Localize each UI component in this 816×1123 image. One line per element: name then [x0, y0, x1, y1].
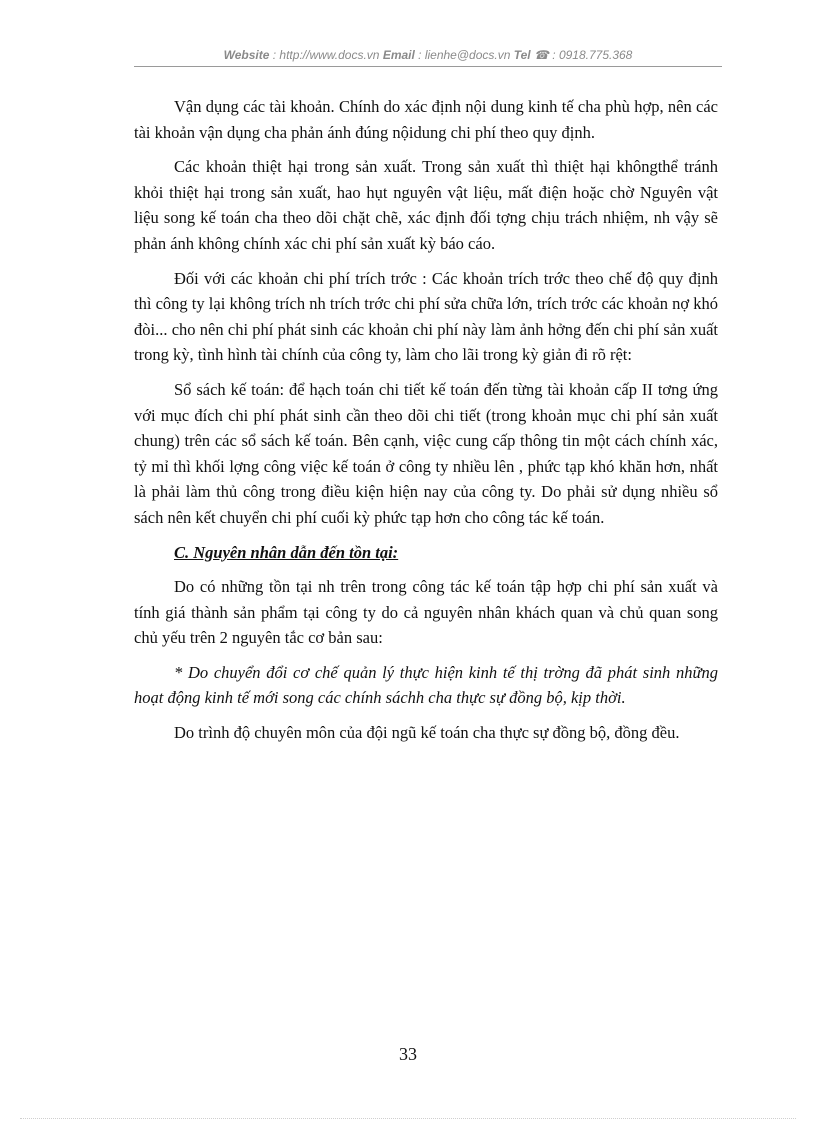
- paragraph-staff-qualification: Do trình độ chuyên môn của đội ngũ kế toán cha thực sự đồng bộ, đồng đều.: [174, 723, 680, 743]
- email-value: : lienhe@docs.vn: [414, 48, 514, 62]
- paragraph-mechanism-change: * Do chuyển đổi cơ chế quản lý thực hiện kinh tế thị trờng đã phát sinh những hoạt động kinh tế mới song các chính sáchh cha thực sự đồng bộ, kịp thời.: [134, 662, 718, 708]
- page-header: [134, 47, 722, 63]
- document-body: [134, 94, 718, 755]
- website-value: : http://www.docs.vn: [269, 48, 383, 62]
- paragraph-accounts: Vận dụng các tài khoản. Chính do xác định nội dung kinh tế cha phù hợp, nên các tài khoản vận dụng cha phản ánh đúng nộidung chi phí theo quy định.: [134, 97, 718, 142]
- paragraph-accounting-books: Sổ sách kế toán: để hạch toán chi tiết kế toán đến từng tài khoản cấp II tơng ứng với mục đích chi phí phát sinh cần theo dõi chi tiết (trong khoản mục chi phí sản xuất chung) trên các sổ sách kế toán. Bên cạnh, việc cung cấp thông tin một cách chính xác, tỷ mỉ thì khối lợng công việc kế toán ở công ty nhiều lên , phức tạp khó khăn hơn, nhất là phải làm thủ công trong điều kiện hiện nay của công ty. Do phải sử dụng nhiều sổ sách nên kết chuyển chi phí cuối kỳ phức tạp hơn cho công tác kế toán.: [134, 379, 718, 527]
- email-label: Email: [382, 48, 415, 62]
- phone-icon: ☎: [533, 48, 549, 62]
- paragraph-production-losses: Các khoản thiệt hại trong sản xuất. Trong sản xuất thì thiệt hại khôngthể tránh khỏi thiệt hại trong sản xuất, hao hụt nguyên vật liệu, mất điện hoặc chờ Nguyên vật liệu song kế toán cha theo dõi chặt chẽ, xác định đối tợng chịu trách nhiệm, nh vậy sẽ phản ánh không chính xác chi phí sản xuất kỳ báo cáo.: [134, 157, 718, 253]
- page-bottom-border: [20, 1118, 796, 1119]
- paragraph-accrued-expenses: Đối với các khoản chi phí trích trớc : Các khoản trích trớc theo chế độ quy định thì công ty lại không trích nh trích trớc chi phí sửa chữa lớn, trích trớc các khoản nợ khó đòi... cho nên chi phí phát sinh các khoản chi phí này làm ảnh hởng đến chi phí sản xuất trong kỳ, tình hình tài chính của công ty, làm cho lãi trong kỳ giản đi rõ rệt:: [134, 268, 718, 365]
- paragraph-causes: Do có những tồn tại nh trên trong công tác kế toán tập hợp chi phí sản xuất và tính giá thành sản phẩm tại công ty do cả nguyên nhân khách quan và chủ quan song chủ yếu trên 2 nguyên tắc cơ bản sau:: [134, 577, 718, 648]
- section-heading: C. Nguyên nhân dẫn đến tồn tại:: [174, 542, 399, 562]
- website-label: Website: [223, 48, 270, 62]
- header-divider: [134, 66, 722, 67]
- tel-label: Tel: [513, 48, 531, 62]
- tel-value: : 0918.775.368: [548, 48, 633, 62]
- page-number: 33: [399, 1044, 417, 1064]
